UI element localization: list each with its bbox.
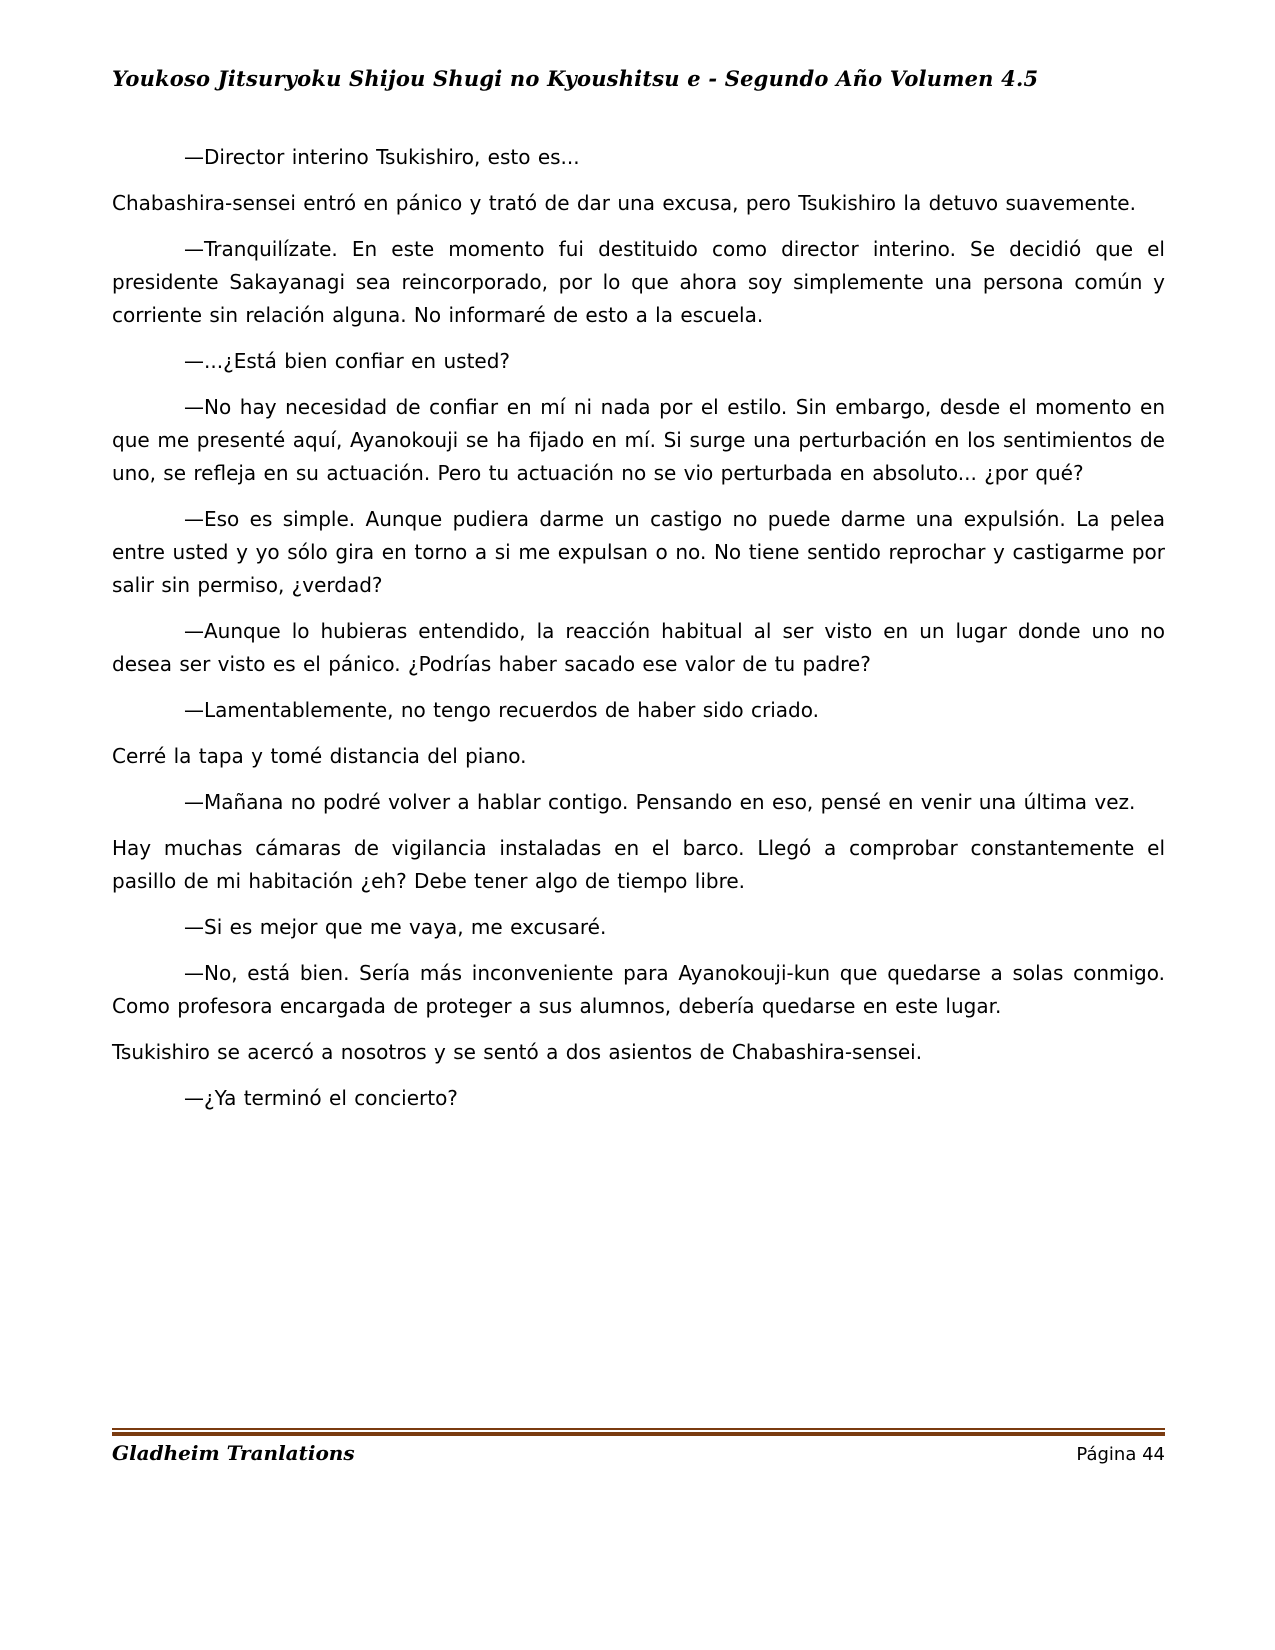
footer-row bbox=[112, 1441, 1165, 1465]
dialogue-paragraph: —Eso es simple. Aunque pudiera darme un castigo no puede darme una expulsión. La pelea entre usted y yo sólo gira en torno a si me expulsan o no. No tiene sentido reprochar y castigarme por salir sin permiso, ¿verdad? bbox=[112, 507, 1165, 597]
narration-paragraph: Cerré la tapa y tomé distancia del piano. bbox=[112, 744, 527, 768]
dialogue-paragraph: —Director interino Tsukishiro, esto es... bbox=[184, 145, 580, 169]
document-body bbox=[112, 141, 1165, 1115]
page-footer bbox=[112, 1428, 1165, 1465]
narration-paragraph: Tsukishiro se acercó a nosotros y se sentó a dos asientos de Chabashira-sensei. bbox=[112, 1040, 923, 1064]
dialogue-paragraph: —No, está bien. Sería más inconveniente para Ayanokouji-kun que quedarse a solas conmigo. Como profesora encargada de proteger a sus alumnos, debería quedarse en este lugar. bbox=[112, 961, 1165, 1018]
dialogue-paragraph: —¿Ya terminó el concierto? bbox=[184, 1086, 458, 1110]
footer-rule bbox=[112, 1428, 1165, 1436]
footer-page-number: Página 44 bbox=[1076, 1444, 1165, 1465]
dialogue-paragraph: —Lamentablemente, no tengo recuerdos de haber sido criado. bbox=[184, 698, 819, 722]
dialogue-paragraph: —...¿Está bien confiar en usted? bbox=[184, 349, 511, 373]
footer-translator-credit: Gladheim Tranlations bbox=[112, 1441, 355, 1465]
dialogue-paragraph: —Tranquilízate. En este momento fui destituido como director interino. Se decidió que el presidente Sakayanagi sea reincorporado, por lo que ahora soy simplemente una persona común y corriente sin relación alguna. No informaré de esto a la escuela. bbox=[112, 237, 1165, 327]
dialogue-paragraph: —Si es mejor que me vaya, me excusaré. bbox=[184, 915, 607, 939]
header-title: Youkoso Jitsuryoku Shijou Shugi no Kyoushitsu e - Segundo Año Volumen 4.5 bbox=[112, 66, 1039, 91]
dialogue-paragraph: —No hay necesidad de confiar en mí ni nada por el estilo. Sin embargo, desde el momento en que me presenté aquí, Ayanokouji se ha fijado en mí. Si surge una perturbación en los sentimientos de uno, se refleja en su actuación. Pero tu actuación no se vio perturbada en absoluto... ¿por qué? bbox=[112, 395, 1165, 485]
narration-paragraph: Hay muchas cámaras de vigilancia instaladas en el barco. Llegó a comprobar constantemente el pasillo de mi habitación ¿eh? Debe tener algo de tiempo libre. bbox=[112, 836, 1165, 893]
page-header bbox=[112, 66, 1165, 91]
dialogue-paragraph: —Mañana no podré volver a hablar contigo. Pensando en eso, pensé en venir una última vez. bbox=[184, 790, 1136, 814]
dialogue-paragraph: —Aunque lo hubieras entendido, la reacción habitual al ser visto en un lugar donde uno no desea ser visto es el pánico. ¿Podrías haber sacado ese valor de tu padre? bbox=[112, 619, 1165, 676]
narration-paragraph: Chabashira-sensei entró en pánico y trató de dar una excusa, pero Tsukishiro la detuvo suavemente. bbox=[112, 191, 1136, 215]
